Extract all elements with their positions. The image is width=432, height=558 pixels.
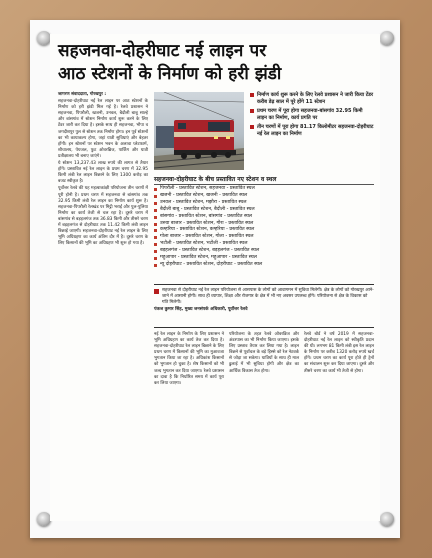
article-column: रेलवे बोर्ड ने वर्ष 2019 में सहजनवा-दोहरीघाट नई रेल लाइन को स्वीकृति प्रदान की थी। लगभग 81 किमी लंबी इस रेल लाइन के निर्माण पर करीब 1320 करोड़ रुपये खर्च होंगे। प्रथम चरण का कार्य पूरा होते ही ट्रेनों का संचालन शुरू कर दिया जाएगा। दूसरे और तीसरे चरण का कार्य भी तेजी से होगा। [304,332,374,374]
station-item: पिपरौली - प्रस्तावित स्टेशन, सहजनवा - प्रस्तावित स्थल [154,186,374,193]
quote-credit: पंकज कुमार सिंह, मुख्य जनसंपर्क अधिकारी, पूर्वोत्तर रेलवे [154,307,248,313]
bullet-square-icon [154,243,157,246]
bullet-square-icon [154,289,159,294]
station-item: खजनी - प्रस्तावित स्टेशन, खजनी - प्रस्तावित स्थल [154,193,374,200]
lower-columns [154,332,374,387]
stations-list [154,176,374,269]
pin-icon [380,31,394,45]
bullet-square-icon [154,216,157,219]
bullet-square-icon [154,188,157,191]
bullet-square-icon [154,257,157,260]
article-column-1 [58,92,148,248]
station-item: बड़हलगंज - प्रस्तावित स्टेशन, बड़हलगंज - प्रस्तावित स्थल [154,248,374,255]
paragraph: पूर्वोत्तर रेलवे की यह महत्वाकांक्षी परियोजना तीन चरणों में पूरी होनी है। प्रथम चरण में सहजनवा से बांसगांव तक 32.95 किमी लंबी रेल लाइन का निर्माण कार्य शुरू है। सहजनवा-पिपरौली रेलखंड पर मिट्टी भराई और पुल-पुलिया निर्माण का कार्य तेजी से चल रहा है। दूसरे चरण में बांसगांव से बड़हलगंज तक 36.83 किमी और तीसरे चरण में बड़हलगंज से दोहरीघाट तक 11.42 किमी लंबी लाइन बिछाई जाएगी। सहजनवा-दोहरीघाट नई रेल लाइन के लिए भूमि अधिग्रहण का कार्य अंतिम दौर में है। दूसरे चरण के लिए किसानों की भूमि का अधिग्रहण भी शुरू हो गया है। [58,186,148,247]
highlight-item: तीन चरणों में पूरा होगा 81.17 किलोमीटर सहजनवा-दोहरीघाट नई रेल लाइन का निर्माण [250,124,374,137]
station-item: बांसगांव - प्रस्तावित स्टेशन, बांसगांव - प्रस्तावित स्थल [154,214,374,221]
dateline: जागरण संवाददाता, गोरखपुर : [58,92,107,97]
bullet-square-icon [250,125,254,129]
paragraph: सहजनवा-दोहरीघाट नई रेल लाइन पर आठ स्टेशनों के निर्माण को हरी झंडी मिल गई है। रेलवे प्रशासन ने सहजनवा, पिपरौली, खजनी, उनवल, बैदौली बाबू साल्हे और बांसगांव में स्टेशन निर्माण कार्य शुरू करने के लिए टेंडर जारी कर दिया है। इसके साथ ही सहजनवा, भौपा व जगदीशपुर पुल से स्टेशन तक निर्माण होगा। इन पूर्व स्टेशनों का भी कायाकल्प होगा, जहां यात्री सुविधाएं और बेहतर होंगी। इन स्टेशनों पर स्टेशन भवन के अलावा प्लेटफार्म, शौचालय, पेयजल, फुट ओवरब्रिज, पार्किंग और यात्री प्रतीक्षालय भी बनाए जाएंगे। [58,99,148,159]
pin-icon [37,31,51,45]
headline-line-1: सहजनवा-दोहरीघाट नई लाइन पर [58,41,267,61]
station-item: महुआपार - प्रस्तावित स्टेशन, महुआपार - प्रस्तावित स्थल [154,255,374,262]
article-column: नई रेल लाइन के निर्माण के लिए प्रशासन ने भूमि अधिग्रहण का कार्य तेज कर दिया है। सहजनवा-दोहरीघाट रेल लाइन बिछाने के लिए प्रथम चरण में किसानों की भूमि का मुआवजा भुगतान किया जा रहा है। अधिकांश किसानों को भुगतान हो चुका है। शेष किसानों को भी जल्द भुगतान कर दिया जाएगा। रेलवे प्रशासन का दावा है कि निर्धारित समय में कार्य पूरा कर लिया जाएगा। [154,332,224,386]
bullet-square-icon [154,236,157,239]
station-item: कम्हरिया - प्रस्तावित स्टेशन, कम्हरिया - प्रस्तावित स्थल [154,227,374,234]
highlight-item: निर्माण कार्य शुरू करने के लिए रेलवे प्रशासन ने जारी किया टेंडर करीब डेढ़ साल में पूरे होंगे 11 स्टेशन [250,92,374,105]
headline-line-2: आठ स्टेशनों के निर्माण को हरी झंडी [58,64,282,84]
station-item: न्यू दोहरीघाट - प्रस्तावित स्टेशन, दोहरीघाट - प्रस्तावित स्थल [154,262,374,269]
station-item: बैदौली बाबू - प्रस्तावित स्टेशन, बैदौली - प्रस्तावित स्थल [154,207,374,214]
paragraph: ये स्टेशन 13,237.43 लाख रुपये की लागत से तैयार होंगे। प्रस्तावित नई रेल लाइन के प्रथम चरण में 32.95 किमी लंबी रेल लाइन बिछाने के लिए 1300 करोड़ का बजट स्वीकृत है। [58,161,148,185]
bullet-square-icon [154,195,157,198]
pin-icon [37,512,51,526]
highlight-item: प्रथम चरण में पूरा होगा सहजनवा-बांसगांव 32.95 किमी लाइन का निर्माण, कार्य प्रगति पर [250,108,374,121]
bullet-square-icon [154,264,157,267]
highlights-list [250,92,374,141]
station-item: भटौली - प्रस्तावित स्टेशन, भटौली - प्रस्तावित स्थल [154,241,374,248]
bullet-square-icon [154,250,157,253]
bullet-square-icon [154,229,157,232]
station-item: उनवल - प्रस्तावित स्टेशन, मझौरा - प्रस्तावित स्थल [154,200,374,207]
quote-box [154,284,374,328]
stations-title: सहजनवा-दोहरीघाट के बीच प्रस्तावित नए स्टेशन व स्थल [154,176,374,185]
article-column: परियोजना के तहत रेलवे ओवरब्रिज और अंडरपास का भी निर्माण किया जाएगा। इसके लिए प्रस्ताव तैयार कर लिया गया है। लाइन बिछने से पूर्वांचल के बड़े हिस्से को रेल नेटवर्क से जोड़ा जा सकेगा। यात्रियों के साथ ही माल ढुलाई में भी सुविधा होगी और क्षेत्र का आर्थिक विकास तेज होगा। [229,332,299,374]
station-item: उरुवा बाजार - प्रस्तावित स्टेशन, गौरा - प्रस्तावित स्थल [154,221,374,228]
newspaper-clipping [50,34,380,521]
bullet-square-icon [250,109,254,113]
train-photo [154,92,244,170]
bullet-square-icon [154,209,157,212]
quote-text: सहजनवा से दोहरीघाट नई रेल लाइन परियोजना से आसपास के लोगों को आवागमन में सुविधा मिलेगी। क्षेत्र के लोगों को गोरखपुर आने-जाने में आसानी होगी। साथ ही व्यापार, शिक्षा और रोजगार के क्षेत्र में भी नए अवसर उपलब्ध होंगे। परियोजना से क्षेत्र के विकास को गति मिलेगी। [162,288,374,306]
headline [58,40,372,86]
article-body [50,92,380,267]
pin-icon [380,512,394,526]
bullet-square-icon [250,93,254,97]
station-item: गोला बाजार - प्रस्तावित स्टेशन, गोला - प्रस्तावित स्थल [154,234,374,241]
bullet-square-icon [154,223,157,226]
bullet-square-icon [154,202,157,205]
